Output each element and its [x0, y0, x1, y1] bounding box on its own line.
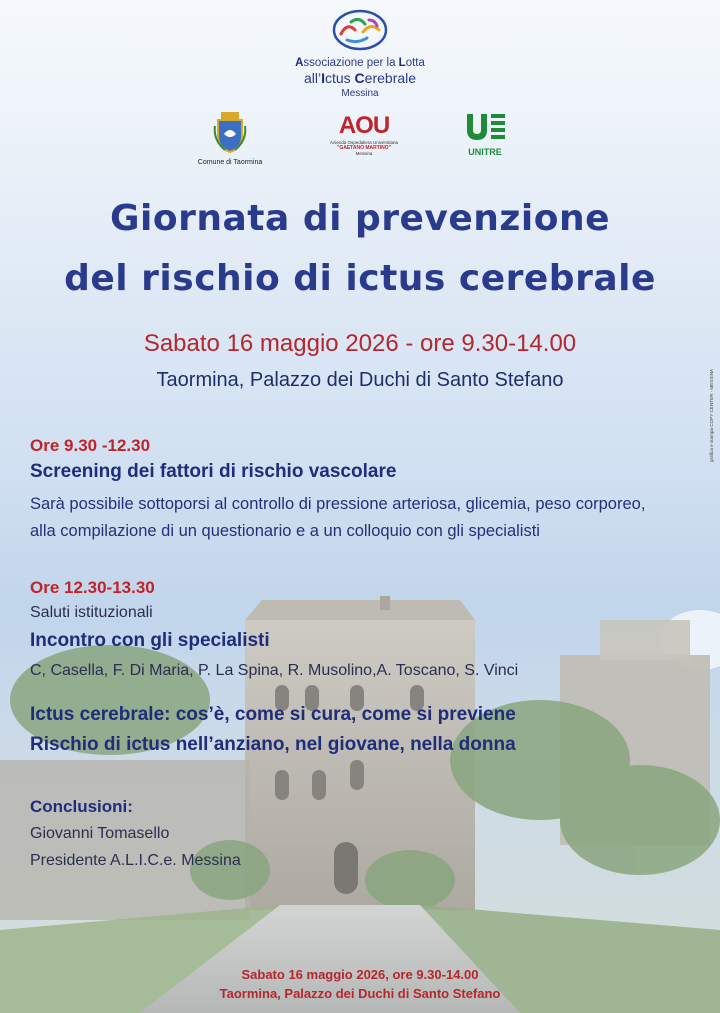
event-location: Taormina, Palazzo dei Duchi di Santo Stefano [156, 369, 564, 391]
session2-time: Ore 12.30-13.30 [30, 578, 155, 597]
aou-logo [330, 112, 398, 156]
alice-logo [284, 8, 436, 99]
brain-logo-icon [331, 8, 389, 52]
main-title-line2: del rischio di ictus cerebrale [64, 258, 656, 299]
topic2: Rischio di ictus nell’anziano, nel giovane, nella donna [30, 734, 516, 755]
comune-taormina-logo [194, 110, 266, 166]
association-city: Messina [341, 88, 379, 99]
unitre-logo [460, 112, 510, 157]
session1-time: Ore 9.30 -12.30 [30, 436, 151, 455]
specialists-names: C, Casella, F. Di Maria, P. La Spina, R. Musolino,A. Toscano, S. Vinci [30, 662, 519, 679]
session2-title: Incontro con gli specialisti [30, 630, 270, 651]
side-credit-text: grafica e stampa COPY CENTER - MESSINA [709, 368, 714, 462]
topic1: Ictus cerebrale: cos’è, come si cura, come si previene [30, 704, 516, 725]
aou-city: Messina [355, 151, 373, 156]
main-title-line1: Giornata di prevenzione [110, 198, 610, 239]
footer-location: Taormina, Palazzo dei Duchi di Santo Stefano [219, 986, 501, 1001]
session1-title: Screening dei fattori di rischio vascolare [30, 461, 397, 482]
conclusions-title: Conclusioni: [30, 797, 133, 816]
footer-date: Sabato 16 maggio 2026, ore 9.30-14.00 [241, 967, 479, 982]
session1-desc-line2: alla compilazione di un questionario e a un colloquio con gli specialisti [30, 522, 540, 540]
aou-subtitle: Azienda Ospedaliera Universitaria [330, 140, 399, 145]
association-name-line1: Associazione per la Lotta [295, 57, 425, 69]
aou-hospital-name: "GAETANO MARTINO" [336, 145, 392, 151]
side-credit [705, 350, 717, 462]
coat-of-arms-icon [213, 110, 247, 154]
unitre-label: UNITRE [468, 147, 502, 157]
association-name-line2: all’Ictus Cerebrale [303, 70, 417, 86]
event-date-time: Sabato 16 maggio 2026 - ore 9.30-14.00 [143, 330, 577, 357]
session2-greeting: Saluti istituzionali [30, 604, 153, 621]
conclusions-name: Giovanni Tomasello [30, 825, 170, 842]
conclusions-role: Presidente A.L.I.C.e. Messina [30, 852, 241, 869]
session1-desc-line1: Sarà possibile sottoporsi al controllo di pressione arteriosa, glicemia, peso corporeo, [30, 495, 646, 513]
comune-label: Comune di Taormina [197, 159, 263, 166]
aou-logo-text: AOU [338, 112, 390, 139]
unitre-mark-icon [463, 112, 507, 142]
